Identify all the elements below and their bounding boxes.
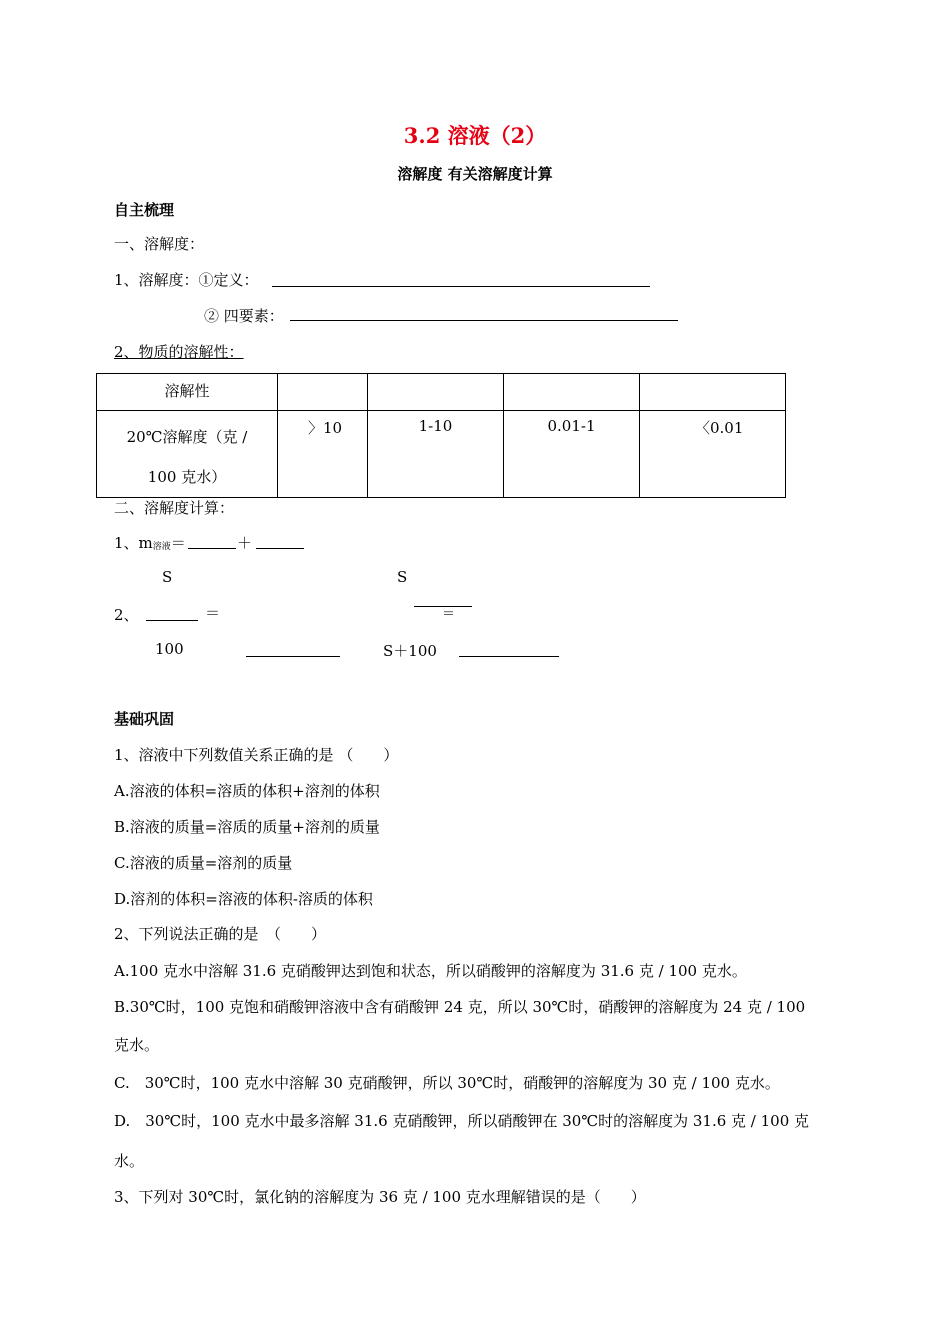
- table-cell: 1-10: [368, 411, 504, 498]
- fraction-bar-left: [146, 620, 198, 621]
- table-header-empty[interactable]: [368, 374, 504, 411]
- calc2-equals: ＝: [205, 604, 221, 622]
- calc1-blank-1[interactable]: [188, 548, 236, 549]
- question-3: 3、下列对 30℃时，氯化钠的溶解度为 36 克 / 100 克水理解错误的是（ ）: [114, 1188, 646, 1206]
- q2-option-c: C. 30℃时，100 克水中溶解 30 克硝酸钾，所以 30℃时，硝酸钾的溶解度为 30 克 / 100 克水。: [114, 1074, 780, 1092]
- table-header-empty[interactable]: [278, 374, 368, 411]
- calc1-formula: 1、m溶液＝: [114, 534, 186, 552]
- q1-option-b: B.溶液的质量=溶质的质量+溶剂的质量: [114, 818, 380, 836]
- definition-label: 1、溶解度：①定义：: [114, 271, 259, 289]
- part1-title: 一、溶解度：: [114, 235, 205, 253]
- table-header-empty[interactable]: [504, 374, 640, 411]
- q2-option-d: D. 30℃时，100 克水中最多溶解 31.6 克硝酸钾，所以硝酸钾在 30℃时的溶解度为 31.6 克 / 100 克: [114, 1112, 810, 1130]
- numerator-s-left: S: [162, 568, 173, 586]
- q2-option-a: A.100 克水中溶解 31.6 克硝酸钾达到饱和状态，所以硝酸钾的溶解度为 31.6 克 / 100 克水。: [114, 962, 747, 980]
- q2-option-d-cont: 水。: [114, 1152, 145, 1170]
- table-cell: 〈0.01: [640, 411, 786, 498]
- table-header-empty[interactable]: [640, 374, 786, 411]
- numerator-s-right: S: [397, 568, 408, 586]
- question-1: 1、溶液中下列数值关系正确的是 （ ）: [114, 746, 399, 764]
- calc2-blank-right[interactable]: [459, 656, 559, 657]
- page-title: 3.2 溶液（2）: [403, 123, 547, 148]
- calc1-blank-2[interactable]: [256, 548, 304, 549]
- calc2-equals-right: ＝: [442, 607, 456, 622]
- q2-option-b: B.30℃时，100 克饱和硝酸钾溶液中含有硝酸钾 24 克，所以 30℃时，硝酸钾的溶解度为 24 克 / 100: [114, 998, 806, 1016]
- q2-option-b-cont: 克水。: [114, 1036, 160, 1054]
- q1-option-d: D.溶剂的体积=溶液的体积-溶质的体积: [114, 890, 373, 908]
- question-2: 2、下列说法正确的是 （ ）: [114, 925, 327, 943]
- table-row-label: 20℃溶解度（克 / 100 克水）: [97, 411, 278, 498]
- definition-blank[interactable]: [272, 286, 650, 287]
- q1-option-a: A.溶液的体积=溶质的体积+溶剂的体积: [114, 782, 380, 800]
- solubility-table: [96, 373, 786, 498]
- solubility-title: 2、物质的溶解性：: [114, 343, 244, 361]
- table-cell: 〉10: [278, 411, 368, 498]
- calc2-blank-left[interactable]: [246, 656, 340, 657]
- q1-option-c: C.溶液的质量=溶剂的质量: [114, 854, 293, 872]
- calc1-plus: ＋: [237, 534, 253, 552]
- section-heading-self-study: 自主梳理: [114, 201, 175, 219]
- section-heading-basics: 基础巩固: [114, 710, 175, 728]
- part2-title: 二、溶解度计算：: [114, 499, 235, 517]
- denominator-left: 100: [155, 640, 184, 658]
- four-elements-label: ② 四要素：: [204, 307, 284, 325]
- four-elements-blank[interactable]: [290, 320, 678, 321]
- denominator-right: S＋100: [383, 642, 437, 660]
- calc2-label: 2、: [114, 606, 139, 624]
- table-header-cell: 溶解性: [97, 374, 278, 411]
- table-cell: 0.01-1: [504, 411, 640, 498]
- page-subtitle: 溶解度 有关溶解度计算: [397, 165, 553, 183]
